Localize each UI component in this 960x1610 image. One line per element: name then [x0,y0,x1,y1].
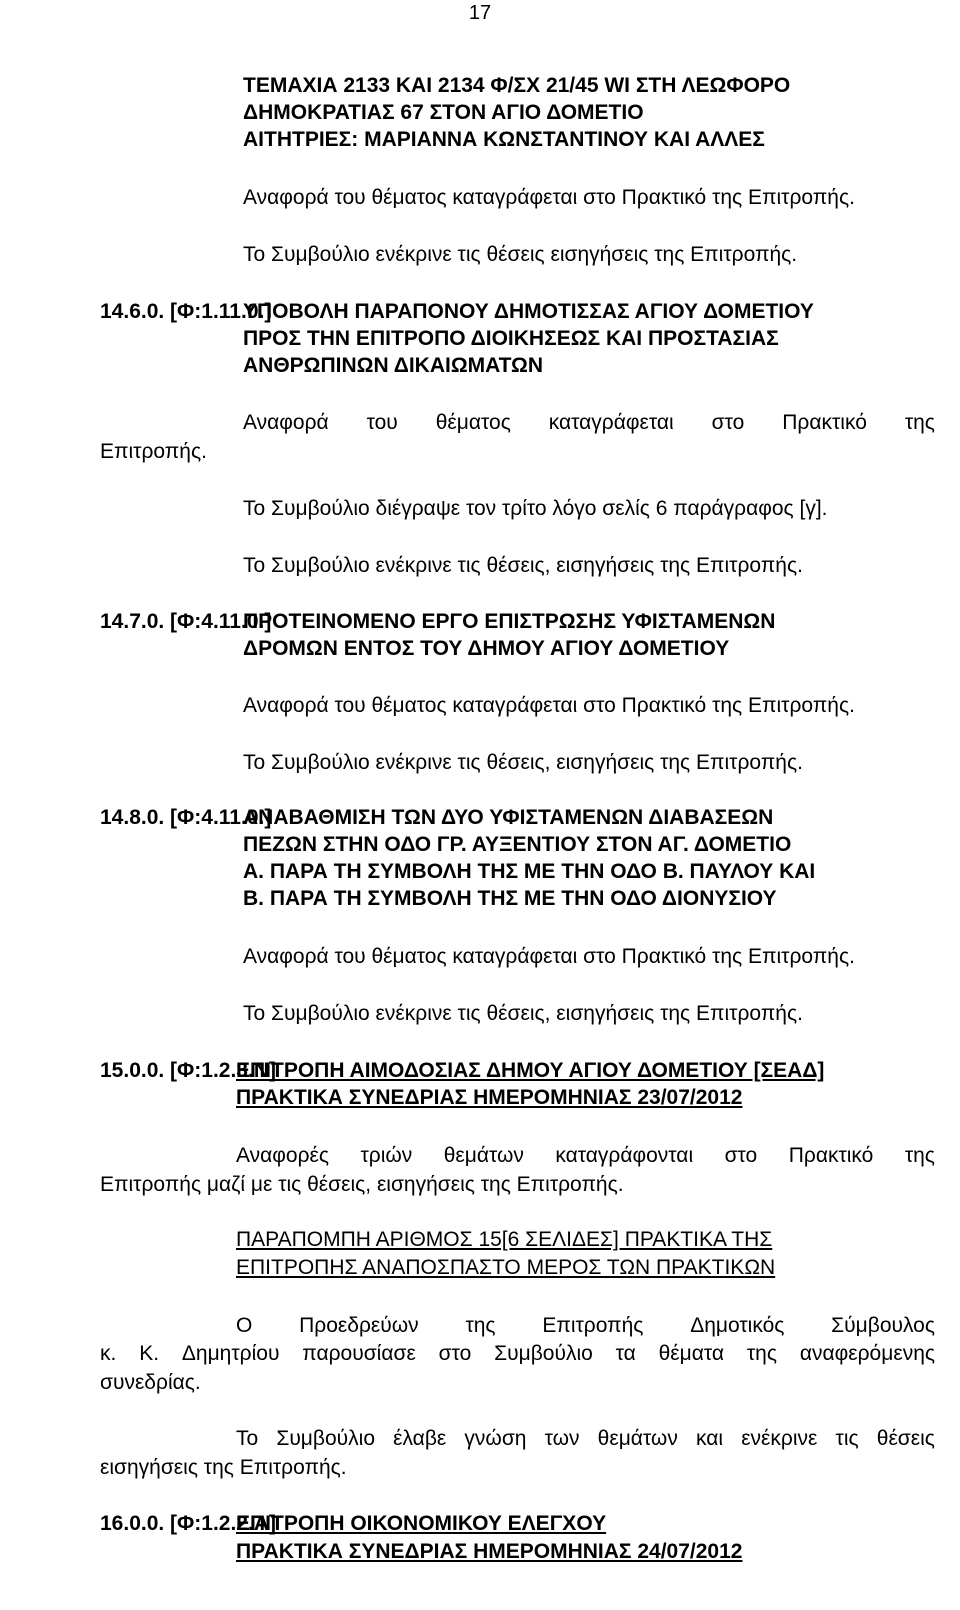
item-15-note: ΕΠΙΤΡΟΠΗΣ ΑΝΑΠΟΣΠΑΣΤΟ ΜΕΡΟΣ ΤΩΝ ΠΡΑΚΤΙΚΩΝ [236,1256,776,1279]
item-16-title: ΕΠΙΤΡΟΠΗ ΟΙΚΟΝΟΜΙΚΟΥ ΕΛΕΓΧΟΥ [236,1512,607,1535]
intro-paragraph: Αναφορά του θέματος καταγράφεται στο Πρακτικό της Επιτροπής. [243,186,855,209]
item-14-7-ref: 14.7.0. [Φ:4.11.0.] [100,610,272,633]
item-15-paragraph-end: εισηγήσεις της Επιτροπής. [100,1456,347,1479]
intro-title-line: ΤΕΜΑΧΙΑ 2133 ΚΑΙ 2134 Φ/ΣΧ 21/45 WI ΣΤΗ ΛΕΩΦΟΡΟ [243,74,791,97]
item-14-6-paragraph: Αναφορά του θέματος καταγράφεται στο Πρακτικό της [243,411,935,434]
item-14-7-title: ΔΡΟΜΩΝ ΕΝΤΟΣ ΤΟΥ ΔΗΜΟΥ ΑΓΙΟΥ ΔΟΜΕΤΙΟΥ [243,637,730,660]
item-14-8-title: Α. ΠΑΡΑ ΤΗ ΣΥΜΒΟΛΗ ΤΗΣ ΜΕ ΤΗΝ ΟΔΟ Β. ΠΑΥΛΟΥ ΚΑΙ [243,860,816,883]
intro-title-line: ΔΗΜΟΚΡΑΤΙΑΣ 67 ΣΤΟΝ ΑΓΙΟ ΔΟΜΕΤΙΟ [243,101,644,124]
item-15-paragraph: Το Συμβούλιο έλαβε γνώση των θεμάτων και ενέκρινε τις θέσεις [236,1427,935,1450]
item-15-title: ΕΠΙΤΡΟΠΗ ΑΙΜΟΔΟΣΙΑΣ ΔΗΜΟΥ ΑΓΙΟΥ ΔΟΜΕΤΙΟΥ [ΣΕΑΔ] [236,1059,825,1082]
item-14-6-paragraph-end: Επιτροπής. [100,440,207,463]
intro-title-line: ΑΙΤΗΤΡΙΕΣ: ΜΑΡΙΑΝΝΑ ΚΩΝΣΤΑΝΤΙΝΟΥ ΚΑΙ ΑΛΛΕΣ [243,128,765,151]
item-14-6-ref: 14.6.0. [Φ:1.11.0.] [100,300,272,323]
item-15-paragraph: κ. Κ. Δημητρίου παρουσίασε στο Συμβούλιο τα θέματα της αναφερόμενης [100,1342,935,1365]
item-14-6-paragraph: Το Συμβούλιο ενέκρινε τις θέσεις, εισηγήσεις της Επιτροπής. [243,554,803,577]
item-14-6-paragraph: Το Συμβούλιο διέγραψε τον τρίτο λόγο σελίς 6 παράγραφος [γ]. [243,497,828,520]
item-14-8-title: Β. ΠΑΡΑ ΤΗ ΣΥΜΒΟΛΗ ΤΗΣ ΜΕ ΤΗΝ ΟΔΟ ΔΙΟΝΥΣΙΟΥ [243,887,777,910]
item-14-8-paragraph: Το Συμβούλιο ενέκρινε τις θέσεις, εισηγήσεις της Επιτροπής. [243,1002,803,1025]
page-number: 17 [468,2,492,24]
item-14-8-title: ΑΝΑΒΑΘΜΙΣΗ ΤΩΝ ΔΥΟ ΥΦΙΣΤΑΜΕΝΩΝ ΔΙΑΒΑΣΕΩΝ [243,806,774,829]
item-14-6-title: ΠΡΟΣ ΤΗΝ ΕΠΙΤΡΟΠΟ ΔΙΟΙΚΗΣΕΩΣ ΚΑΙ ΠΡΟΣΤΑΣΙΑΣ [243,327,779,350]
item-15-paragraph: Ο Προεδρεύων της Επιτροπής Δημοτικός Σύμβουλος [236,1314,935,1337]
item-15-title: ΠΡΑΚΤΙΚΑ ΣΥΝΕΔΡΙΑΣ ΗΜΕΡΟΜΗΝΙΑΣ 23/07/2012 [236,1086,743,1109]
item-15-paragraph: Αναφορές τριών θεμάτων καταγράφονται στο Πρακτικό της [236,1144,935,1167]
item-14-8-title: ΠΕΖΩΝ ΣΤΗΝ ΟΔΟ ΓΡ. ΑΥΞΕΝΤΙΟΥ ΣΤΟΝ ΑΓ. ΔΟΜΕΤΙΟ [243,833,792,856]
item-14-6-title: ΥΠΟΒΟΛΗ ΠΑΡΑΠΟΝΟΥ ΔΗΜΟΤΙΣΣΑΣ ΑΓΙΟΥ ΔΟΜΕΤΙΟΥ [243,300,814,323]
item-14-8-paragraph: Αναφορά του θέματος καταγράφεται στο Πρακτικό της Επιτροπής. [243,945,855,968]
item-15-paragraph-end: Επιτροπής μαζί με τις θέσεις, εισηγήσεις της Επιτροπής. [100,1173,624,1196]
intro-paragraph: Το Συμβούλιο ενέκρινε τις θέσεις εισηγήσεις της Επιτροπής. [243,243,798,266]
item-16-ref: 16.0.0. [Φ:1.2.2.Α] [100,1512,276,1535]
item-14-7-paragraph: Αναφορά του θέματος καταγράφεται στο Πρακτικό της Επιτροπής. [243,694,855,717]
item-14-6-title: ΑΝΘΡΩΠΙΝΩΝ ΔΙΚΑΙΩΜΑΤΩΝ [243,354,544,377]
item-15-note: ΠΑΡΑΠΟΜΠΗ ΑΡΙΘΜΟΣ 15[6 ΣΕΛΙΔΕΣ] ΠΡΑΚΤΙΚΑ ΤΗΣ [236,1228,773,1251]
item-15-paragraph-end: συνεδρίας. [100,1371,201,1394]
item-15-ref: 15.0.0. [Φ:1.2.3.Ν] [100,1059,276,1082]
item-14-8-ref: 14.8.0. [Φ:4.11.0.] [100,806,272,829]
item-14-7-paragraph: Το Συμβούλιο ενέκρινε τις θέσεις, εισηγήσεις της Επιτροπής. [243,751,803,774]
item-14-7-title: ΠΡΟΤΕΙΝΟΜΕΝΟ ΕΡΓΟ ΕΠΙΣΤΡΩΣΗΣ ΥΦΙΣΤΑΜΕΝΩΝ [243,610,776,633]
item-16-title: ΠΡΑΚΤΙΚΑ ΣΥΝΕΔΡΙΑΣ ΗΜΕΡΟΜΗΝΙΑΣ 24/07/2012 [236,1540,743,1563]
